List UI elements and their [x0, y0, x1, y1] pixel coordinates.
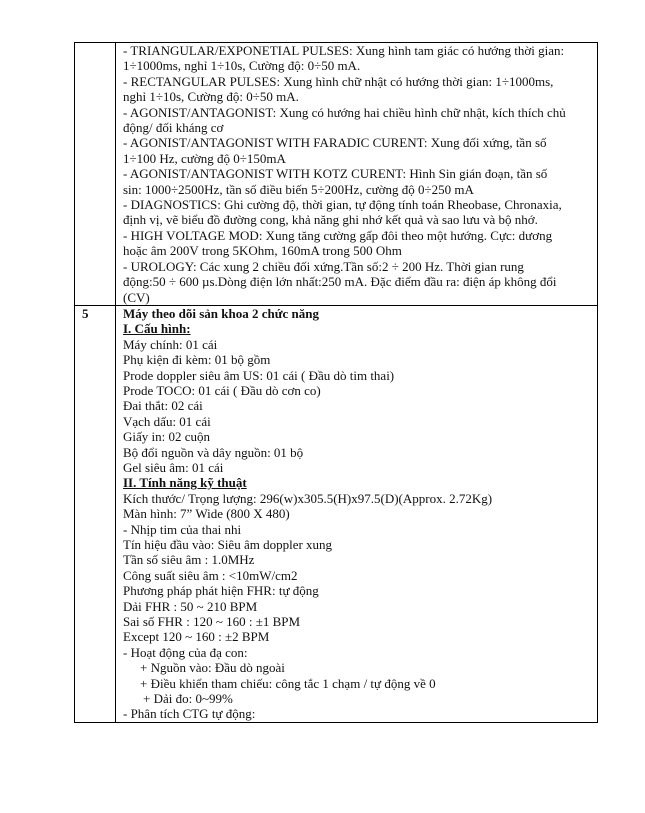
config-item: Bộ đổi nguồn và dây nguồn: 01 bộ — [123, 444, 304, 460]
row-content-cell — [116, 43, 598, 306]
row-number-cell — [75, 43, 116, 306]
config-item: Prode TOCO: 01 cái ( Đầu dò cơn co) — [123, 382, 321, 398]
sub-item: + Điều khiển tham chiếu: công tắc 1 chạm / tự động về 0 — [140, 675, 436, 691]
config-item: Đai thắt: 02 cái — [123, 398, 203, 414]
config-item: Gel siêu âm: 01 cái — [123, 459, 224, 475]
text-line: động:50 ÷ 600 µs.Dòng điện lớn nhất:250 mA. Đặc điểm đầu ra: điện áp không đổi — [123, 274, 557, 290]
sub-item: + Dải đo: 0~99% — [143, 691, 233, 707]
text-line: - HIGH VOLTAGE MOD: Xung tăng cường gấp đôi theo một hướng. Cực: dương — [123, 227, 553, 243]
text-line: 1÷100 Hz, cường độ 0÷150mA — [123, 150, 286, 166]
text-line: sin: 1000÷2500Hz, tần số điều biến 5÷200Hz, cường độ 0÷250 mA — [123, 181, 474, 197]
spec-item: Công suất siêu âm : <10mW/cm2 — [123, 567, 298, 583]
text-line: - TRIANGULAR/EXPONETIAL PULSES: Xung hình tam giác có hướng thời gian: — [123, 43, 565, 58]
row-number-cell: 5 — [75, 305, 116, 722]
spec-item: Phương pháp phát hiện FHR: tự động — [123, 583, 319, 599]
spec-item: Tín hiệu đầu vào: Siêu âm doppler xung — [123, 537, 333, 552]
text-line: nghỉ 1÷10s, Cường độ: 0÷50 mA. — [123, 89, 299, 105]
spec-item: - Phân tích CTG tự động: — [123, 706, 256, 722]
spec-heading: II. Tính năng kỹ thuật — [123, 475, 247, 491]
spec-item: Dải FHR : 50 ~ 210 BPM — [123, 598, 258, 614]
spec-item: Sai số FHR : 120 ~ 160 : ±1 BPM — [123, 614, 301, 630]
item-title: Máy theo dõi sản khoa 2 chức năng — [123, 305, 319, 321]
text-line: - UROLOGY: Các xung 2 chiều đối xứng.Tần số:2 ÷ 200 Hz. Thời gian rung — [123, 258, 524, 274]
text-line: - AGONIST/ANTAGONIST: Xung có hướng hai chiều hình chữ nhật, kích thích chủ — [123, 104, 566, 120]
text-line: - AGONIST/ANTAGONIST WITH KOTZ CURENT: Hình Sin gián đoạn, tần số — [123, 166, 548, 182]
text-line: - DIAGNOSTICS: Ghi cường độ, thời gian, tự động tính toán Rheobase, Chronaxia, — [123, 197, 562, 213]
config-heading: I. Cấu hình: — [123, 321, 191, 337]
text-line: (CV) — [123, 289, 150, 305]
config-item: Giấy in: 02 cuộn — [123, 429, 211, 445]
text-line: - RECTANGULAR PULSES: Xung hình chữ nhật có hướng thời gian: 1÷1000ms, — [123, 73, 554, 89]
config-item: Vạch dấu: 01 cái — [123, 413, 211, 429]
spec-item: Tần số siêu âm : 1.0MHz — [123, 552, 255, 568]
config-item: Phụ kiện đi kèm: 01 bộ gồm — [123, 352, 271, 368]
text-line: hoặc âm 200V trong 5KOhm, 160mA trong 500 Ohm — [123, 243, 402, 259]
text-line: - AGONIST/ANTAGONIST WITH FARADIC CURENT: Xung đối xứng, tần số — [123, 135, 547, 151]
text-line: định vị, vẽ biểu đồ đường cong, khả năng ghi nhớ kết quả và sao lưu và bộ nhớ. — [123, 212, 538, 228]
spec-table — [74, 42, 598, 723]
table-row — [75, 305, 598, 722]
spec-item: - Hoạt động của đạ con: — [123, 644, 248, 660]
spec-item: Màn hình: 7” Wide (800 X 480) — [123, 506, 290, 522]
spec-item: - Nhịp tim của thai nhi — [123, 521, 242, 537]
text-line: động/ đối kháng cơ — [123, 120, 224, 136]
text-line: 1÷1000ms, nghỉ 1÷10s, Cường độ: 0÷50 mA. — [123, 58, 361, 74]
config-item: Máy chính: 01 cái — [123, 336, 218, 352]
table-row — [75, 43, 598, 306]
spec-item: Kích thước/ Trọng lượng: 296(w)x305.5(H)x97.5(D)(Approx. 2.72Kg) — [123, 490, 493, 506]
spec-item: Except 120 ~ 160 : ±2 BPM — [123, 629, 270, 645]
sub-item: + Nguồn vào: Đầu dò ngoài — [140, 660, 285, 676]
row-content-cell — [116, 305, 598, 722]
config-item: Prode doppler siêu âm US: 01 cái ( Đầu dò tim thai) — [123, 367, 395, 383]
